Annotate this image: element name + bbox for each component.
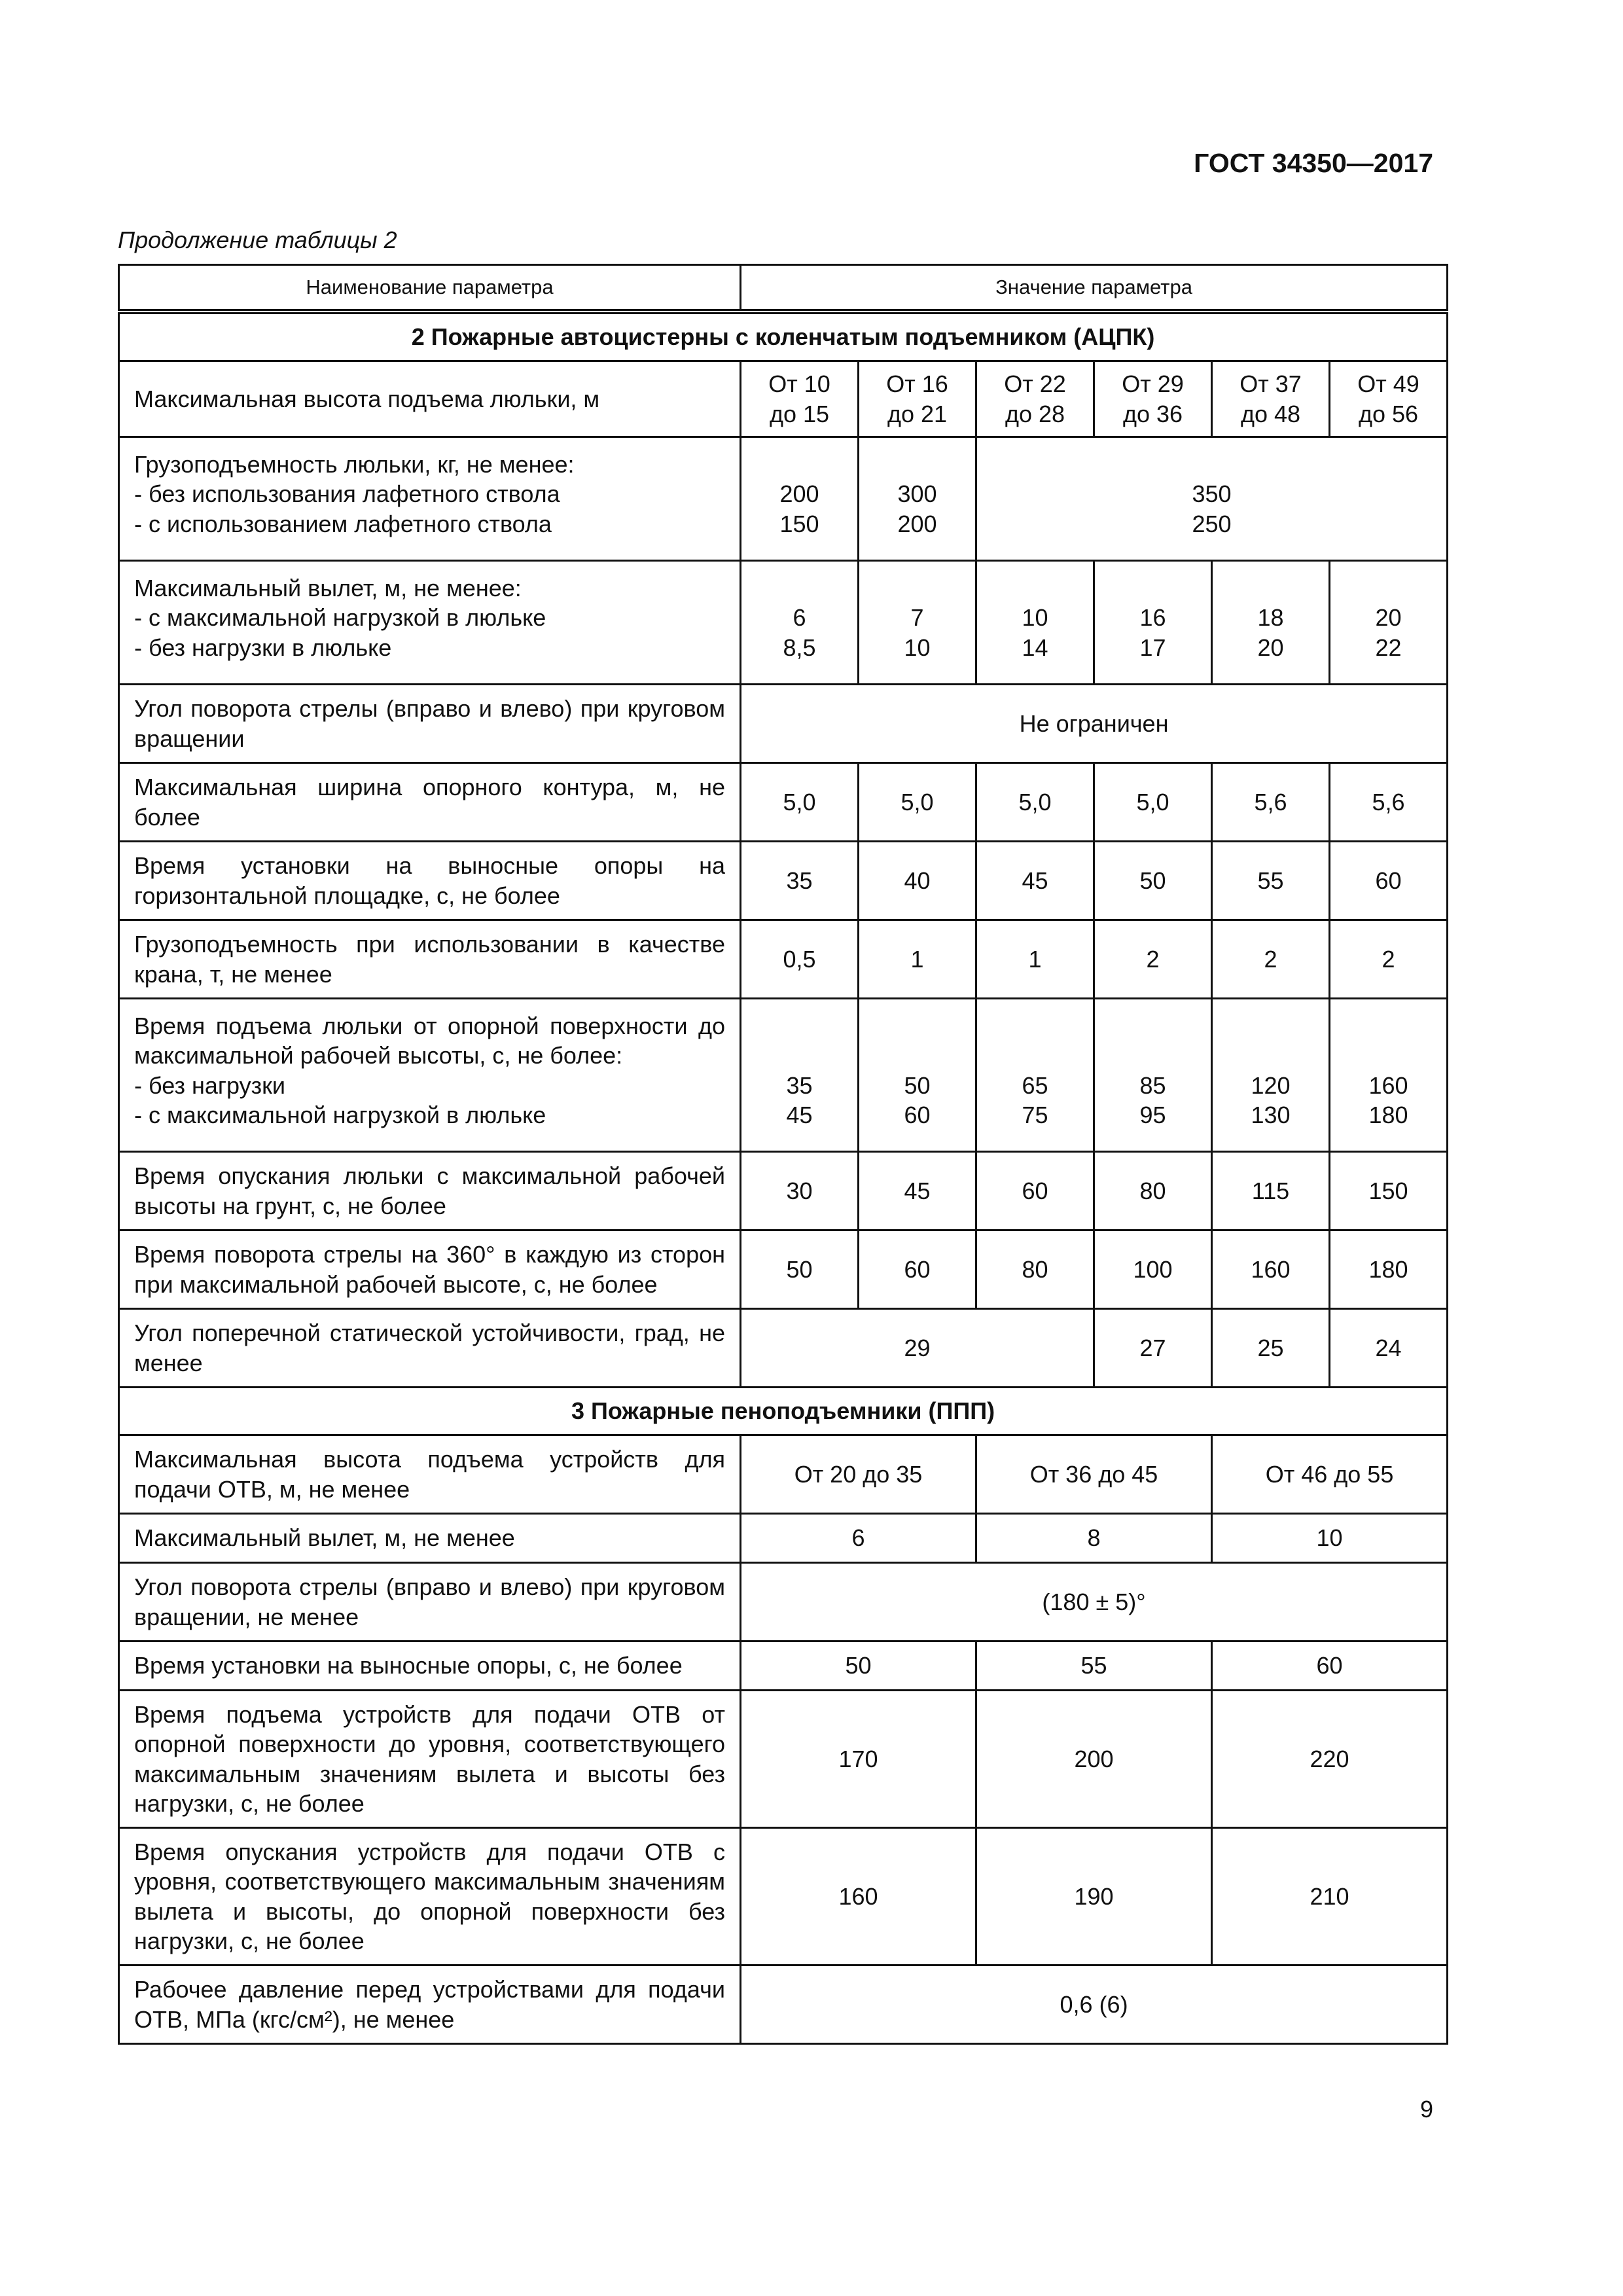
param-value: Не ограничен — [741, 685, 1448, 763]
param-value: 300 200 — [859, 437, 976, 561]
param-value: 8 — [976, 1514, 1212, 1563]
param-sub-item: - без нагрузки в люльке — [134, 634, 392, 661]
table-row — [119, 1563, 1448, 1641]
table-row — [119, 1965, 1448, 2044]
section-title: 2 Пожарные автоцистерны с коленчатым подъемником (АЦПК) — [119, 312, 1448, 361]
param-value: 16 17 — [1094, 561, 1212, 685]
param-name: Максимальная высота подъема люльки, м — [119, 361, 741, 437]
param-value: 160 — [1212, 1230, 1330, 1309]
param-value: 60 — [859, 1230, 976, 1309]
table-row — [119, 1309, 1448, 1388]
section-row — [119, 312, 1448, 361]
parameters-table — [118, 264, 1448, 2045]
param-value: От 16 до 21 — [859, 361, 976, 437]
param-name: Грузоподъемность при использовании в качестве крана, т, не менее — [119, 920, 741, 999]
table-row — [119, 361, 1448, 437]
param-name: Угол поперечной статической устойчивости, град, не менее — [119, 1309, 741, 1388]
param-value: 50 60 — [859, 999, 976, 1152]
param-value: 180 — [1330, 1230, 1448, 1309]
param-name: Максимальная ширина опорного контура, м, не более — [119, 763, 741, 842]
param-value: 10 — [1212, 1514, 1448, 1563]
param-value: 18 20 — [1212, 561, 1330, 685]
table-row — [119, 1152, 1448, 1230]
section-title: 3 Пожарные пеноподъемники (ППП) — [119, 1388, 1448, 1435]
param-value: 115 — [1212, 1152, 1330, 1230]
param-name-main: Время подъема люльки от опорной поверхности до максимальной рабочей высоты, с, не более: — [134, 1013, 725, 1069]
table-row — [119, 920, 1448, 999]
param-name: Максимальный вылет, м, не менее — [119, 1514, 741, 1563]
document-code: ГОСТ 34350—2017 — [1194, 148, 1433, 178]
param-value: 5,0 — [741, 763, 859, 842]
param-value: 35 45 — [741, 999, 859, 1152]
param-name: Угол поворота стрелы (вправо и влево) при круговом вращении, не менее — [119, 1563, 741, 1641]
param-value: От 49 до 56 — [1330, 361, 1448, 437]
param-value: 50 — [741, 1641, 976, 1691]
param-name: Время установки на выносные опоры, с, не более — [119, 1641, 741, 1691]
param-name: Рабочее давление перед устройствами для подачи ОТВ, МПа (кгс/см²), не менее — [119, 1965, 741, 2044]
table-row — [119, 561, 1448, 685]
param-value: 0,6 (6) — [741, 1965, 1448, 2044]
param-value: 5,0 — [976, 763, 1094, 842]
param-value: 35 — [741, 842, 859, 920]
param-name-main: Грузоподъемность люльки, кг, не менее: — [134, 451, 575, 478]
param-value: 20 22 — [1330, 561, 1448, 685]
param-value: 6 8,5 — [741, 561, 859, 685]
param-name-main: Максимальный вылет, м, не менее: — [134, 575, 522, 601]
param-sub-item: - с максимальной нагрузкой в люльке — [134, 604, 546, 632]
param-value: 60 — [1330, 842, 1448, 920]
param-value: От 46 до 55 — [1212, 1435, 1448, 1514]
param-value: 25 — [1212, 1309, 1330, 1388]
table-row — [119, 842, 1448, 920]
param-value: 1 — [976, 920, 1094, 999]
param-value: 24 — [1330, 1309, 1448, 1388]
param-value: 210 — [1212, 1828, 1448, 1965]
param-value: 55 — [1212, 842, 1330, 920]
table-header-row — [119, 265, 1448, 312]
table-row — [119, 1691, 1448, 1828]
param-name — [119, 999, 741, 1152]
param-value: 6 — [741, 1514, 976, 1563]
param-name: Время поворота стрелы на 360° в каждую из сторон при максимальной рабочей высоте, с, не более — [119, 1230, 741, 1309]
param-value: От 29 до 36 — [1094, 361, 1212, 437]
param-value: От 22 до 28 — [976, 361, 1094, 437]
param-value: 60 — [1212, 1641, 1448, 1691]
param-value: 150 — [1330, 1152, 1448, 1230]
param-value: 5,0 — [1094, 763, 1212, 842]
table-continuation-caption: Продолжение таблицы 2 — [118, 226, 397, 253]
table-row — [119, 685, 1448, 763]
param-value: 50 — [1094, 842, 1212, 920]
param-name — [119, 437, 741, 561]
param-value: 190 — [976, 1828, 1212, 1965]
table-row — [119, 437, 1448, 561]
param-value: 170 — [741, 1691, 976, 1828]
table-row — [119, 999, 1448, 1152]
param-value: 60 — [976, 1152, 1094, 1230]
param-value: От 10 до 15 — [741, 361, 859, 437]
param-sub-item: - с использованием лафетного ствола — [134, 510, 552, 537]
param-value: 80 — [976, 1230, 1094, 1309]
param-value: 2 — [1094, 920, 1212, 999]
param-value: 40 — [859, 842, 976, 920]
param-value: 2 — [1212, 920, 1330, 999]
param-value: 7 10 — [859, 561, 976, 685]
param-value: От 37 до 48 — [1212, 361, 1330, 437]
param-value: 55 — [976, 1641, 1212, 1691]
param-value: 30 — [741, 1152, 859, 1230]
param-value: 5,6 — [1212, 763, 1330, 842]
param-value: 2 — [1330, 920, 1448, 999]
param-name: Время опускания устройств для подачи ОТВ с уровня, соответствующего максимальным значениям вылета и высоты, до опорной поверхности без нагрузки, с, не более — [119, 1828, 741, 1965]
param-name: Время установки на выносные опоры на горизонтальной площадке, с, не более — [119, 842, 741, 920]
table-row — [119, 1641, 1448, 1691]
param-name: Время опускания люльки с максимальной рабочей высоты на грунт, с, не более — [119, 1152, 741, 1230]
param-sub-item: - без нагрузки — [134, 1071, 285, 1099]
param-sub-item: - с максимальной нагрузкой в люльке — [134, 1102, 546, 1129]
param-value: (180 ± 5)° — [741, 1563, 1448, 1641]
param-value: 5,0 — [859, 763, 976, 842]
param-value: 160 — [741, 1828, 976, 1965]
table-row — [119, 1828, 1448, 1965]
param-value: 50 — [741, 1230, 859, 1309]
param-value: От 36 до 45 — [976, 1435, 1212, 1514]
param-value: 5,6 — [1330, 763, 1448, 842]
param-value: 200 150 — [741, 437, 859, 561]
param-name: Время подъема устройств для подачи ОТВ от опорной поверхности до уровня, соответствующего максимальным значениям вылета и высоты без нагрузки, с, не более — [119, 1691, 741, 1828]
param-value: 100 — [1094, 1230, 1212, 1309]
header-param-name: Наименование параметра — [119, 265, 741, 312]
param-value: 85 95 — [1094, 999, 1212, 1152]
header-param-value: Значение параметра — [741, 265, 1448, 312]
param-name — [119, 561, 741, 685]
param-value: 160 180 — [1330, 999, 1448, 1152]
param-name: Угол поворота стрелы (вправо и влево) при круговом вращении — [119, 685, 741, 763]
param-value: 45 — [976, 842, 1094, 920]
table-row — [119, 763, 1448, 842]
param-value: 29 — [741, 1309, 1094, 1388]
table-row — [119, 1514, 1448, 1563]
param-value: 45 — [859, 1152, 976, 1230]
table-row — [119, 1435, 1448, 1514]
param-value: 120 130 — [1212, 999, 1330, 1152]
param-value: 27 — [1094, 1309, 1212, 1388]
param-value: 80 — [1094, 1152, 1212, 1230]
param-value: 350 250 — [976, 437, 1448, 561]
param-value: От 20 до 35 — [741, 1435, 976, 1514]
param-value: 10 14 — [976, 561, 1094, 685]
table-row — [119, 1230, 1448, 1309]
section-row — [119, 1388, 1448, 1435]
param-sub-item: - без использования лафетного ствола — [134, 480, 560, 508]
page-number: 9 — [1419, 2096, 1433, 2123]
param-value: 0,5 — [741, 920, 859, 999]
param-value: 1 — [859, 920, 976, 999]
param-value: 65 75 — [976, 999, 1094, 1152]
param-name: Максимальная высота подъема устройств для подачи ОТВ, м, не менее — [119, 1435, 741, 1514]
param-value: 200 — [976, 1691, 1212, 1828]
param-value: 220 — [1212, 1691, 1448, 1828]
